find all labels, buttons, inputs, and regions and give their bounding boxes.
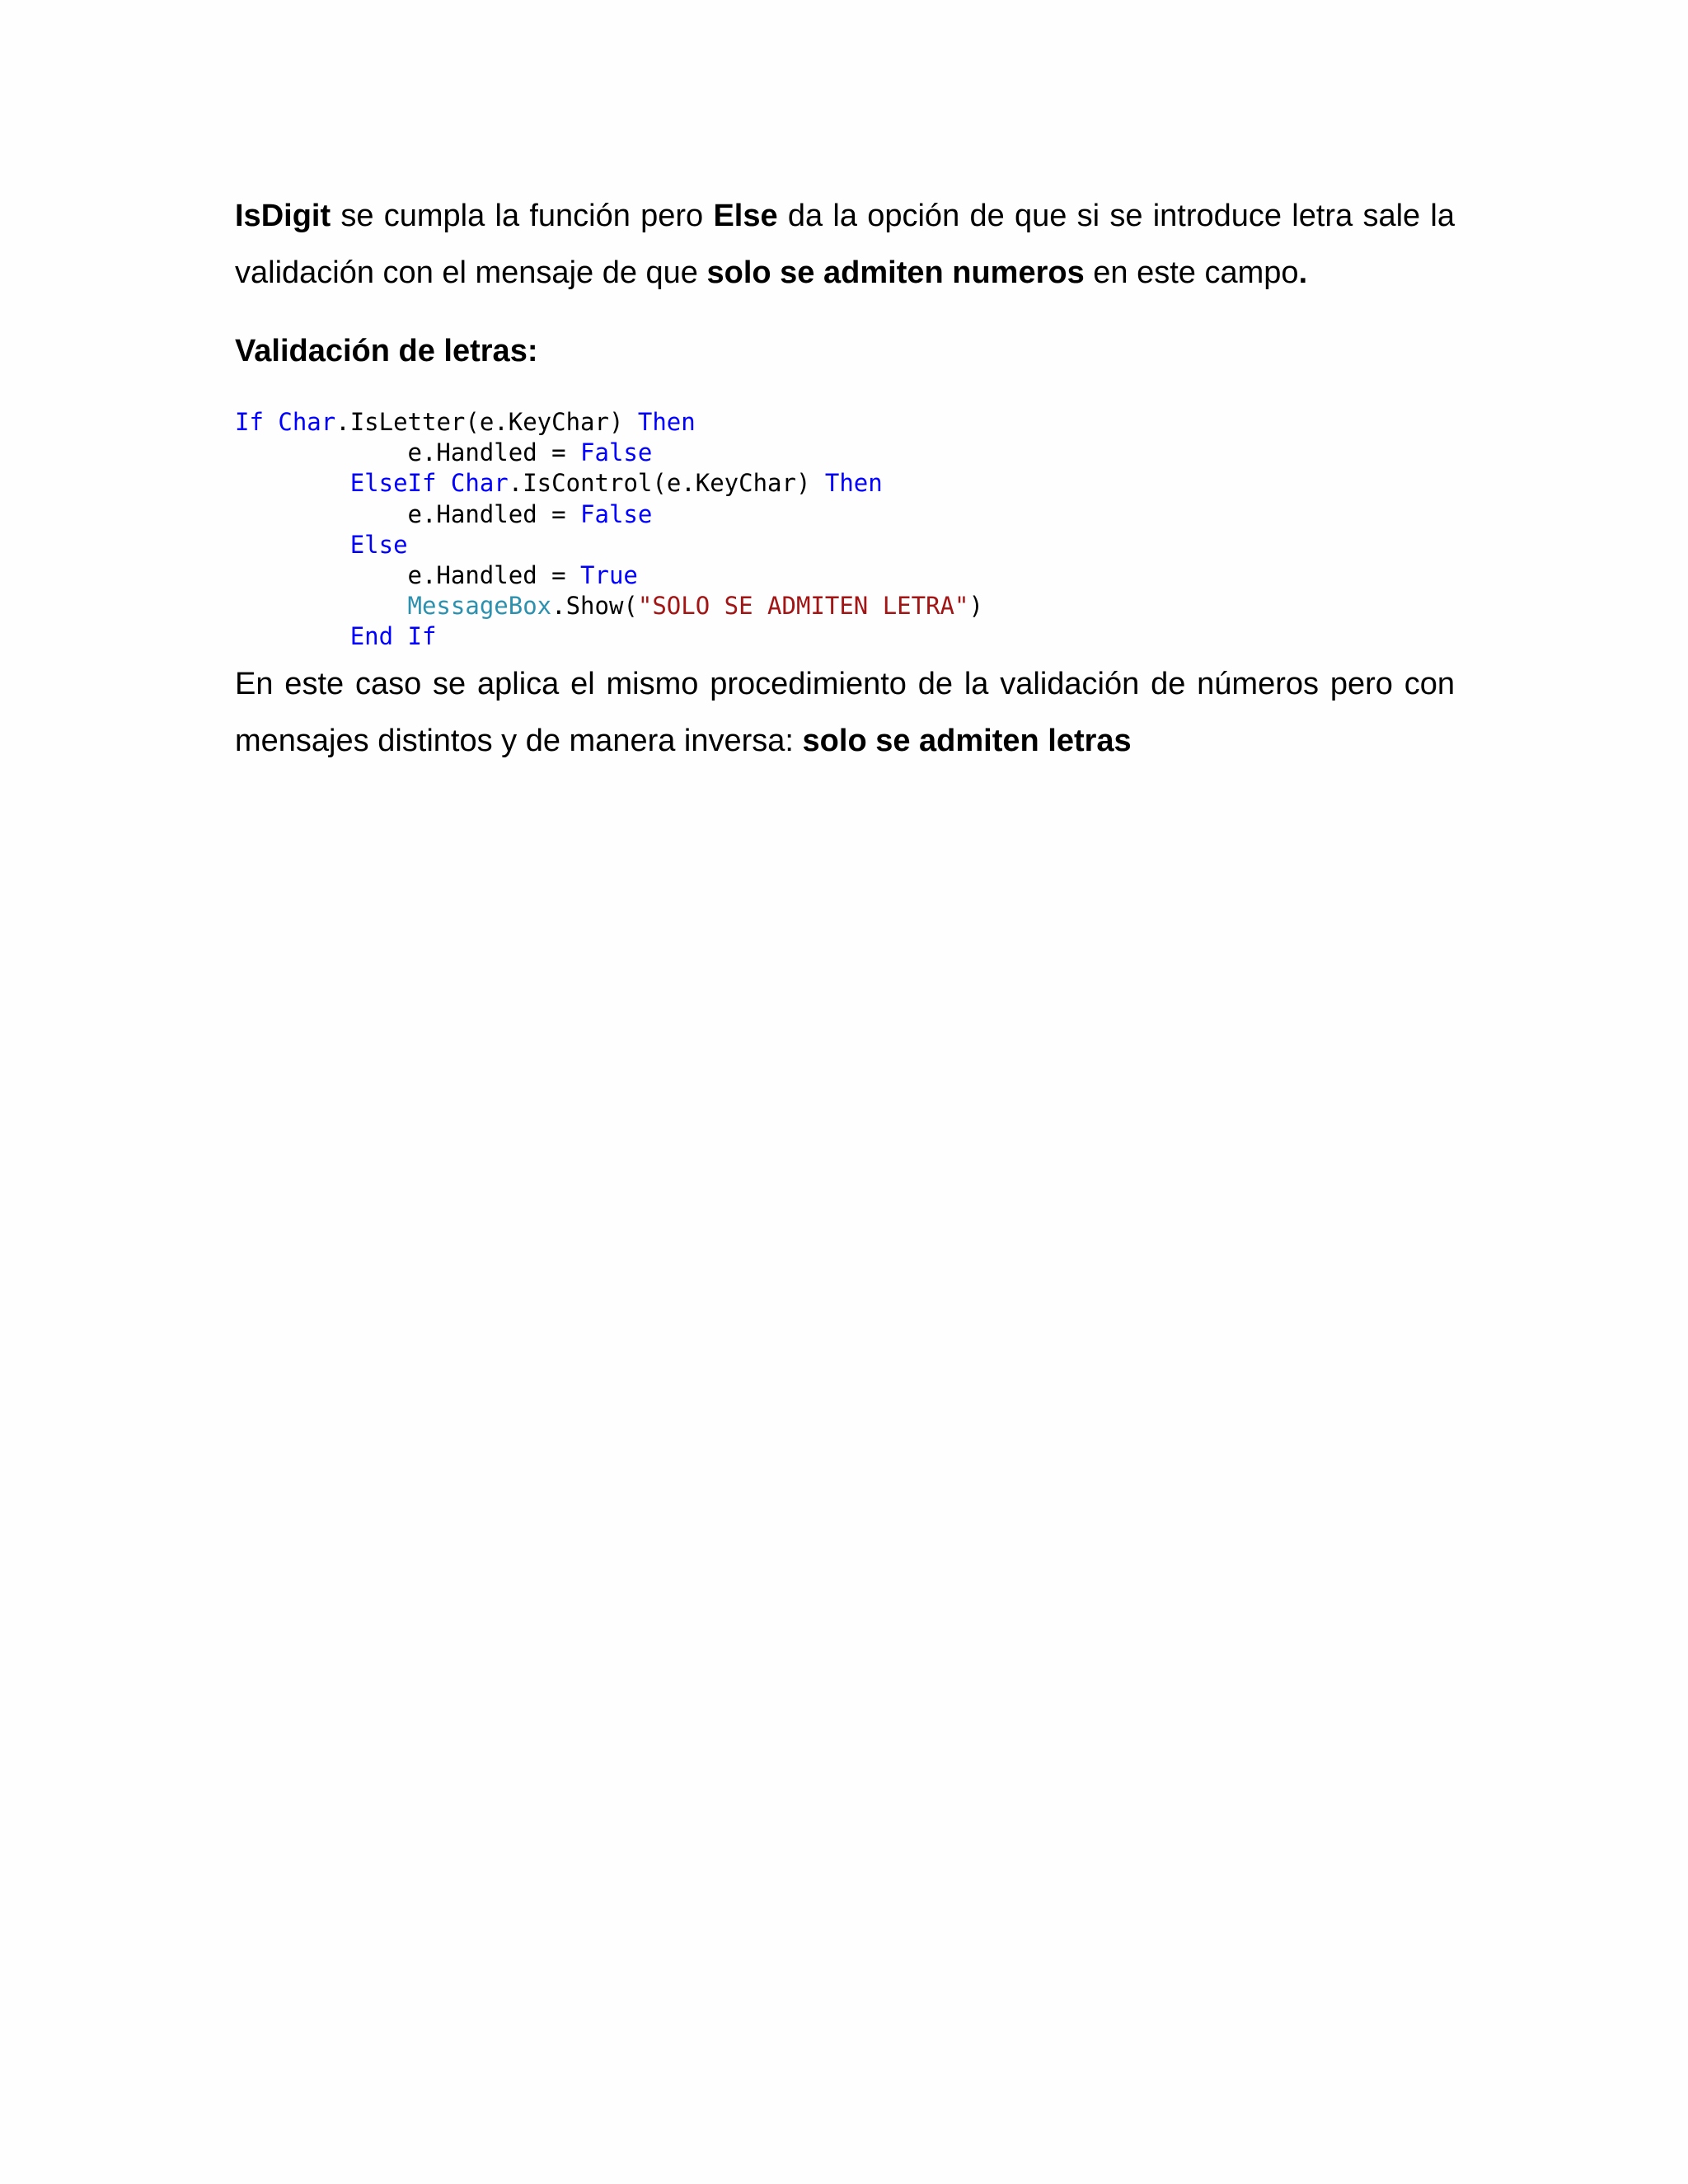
document-content	[235, 188, 1455, 770]
code-line	[235, 621, 1455, 652]
section-heading: Validación de letras:	[235, 334, 538, 368]
code-string: "SOLO SE ADMITEN LETRA"	[637, 592, 969, 621]
code-keyword: Else	[349, 530, 408, 559]
paragraph-isdigit-explanation	[235, 188, 1455, 302]
code-keyword: True	[580, 561, 638, 590]
code-keyword: False	[580, 438, 653, 467]
code-text: .Show(	[551, 592, 638, 621]
code-keyword: Then	[637, 408, 696, 436]
code-block	[235, 407, 1455, 653]
bold-solo-letras: solo se admiten letras	[802, 723, 1132, 758]
code-text	[436, 469, 450, 497]
text-span: se cumpla la función pero	[331, 199, 714, 233]
bold-solo-numeros: solo se admiten numeros	[706, 255, 1085, 290]
code-text: e.Handled =	[235, 499, 581, 528]
code-text: )	[968, 592, 983, 621]
code-keyword: If	[235, 408, 264, 436]
code-indent	[235, 531, 350, 559]
code-indent	[235, 622, 350, 650]
bold-else: Else	[713, 199, 778, 233]
code-indent	[235, 469, 350, 497]
text-span: En este caso se aplica el mismo procedimiento de la validación de números pero con mensajes distintos y de manera inversa:	[235, 666, 1455, 758]
code-line	[235, 530, 1455, 560]
code-line	[235, 407, 1455, 438]
text-span: en este campo	[1084, 255, 1299, 290]
paragraph-letters-explanation	[235, 656, 1455, 770]
code-text: e.Handled =	[235, 561, 581, 590]
code-keyword: Then	[824, 469, 883, 498]
text-span: da la opción de que si se introduce letra sale la validación con el mensaje de que	[235, 199, 1455, 290]
code-text: .IsControl(e.KeyChar)	[508, 469, 825, 498]
code-keyword: Char	[278, 408, 336, 436]
code-line	[235, 438, 1455, 468]
code-line	[235, 499, 1455, 530]
code-text	[264, 408, 278, 436]
code-type: MessageBox	[407, 592, 552, 621]
bold-isdigit: IsDigit	[235, 199, 331, 233]
code-indent	[235, 592, 408, 620]
code-line	[235, 468, 1455, 499]
code-keyword: ElseIf	[349, 469, 437, 498]
code-text: .IsLetter(e.KeyChar)	[335, 408, 638, 436]
bold-period: .	[1298, 255, 1308, 290]
code-text: e.Handled =	[235, 438, 581, 467]
code-keyword: False	[580, 499, 653, 528]
code-line	[235, 591, 1455, 621]
code-line	[235, 560, 1455, 591]
code-keyword: End If	[349, 622, 437, 651]
code-keyword: Char	[450, 469, 509, 498]
